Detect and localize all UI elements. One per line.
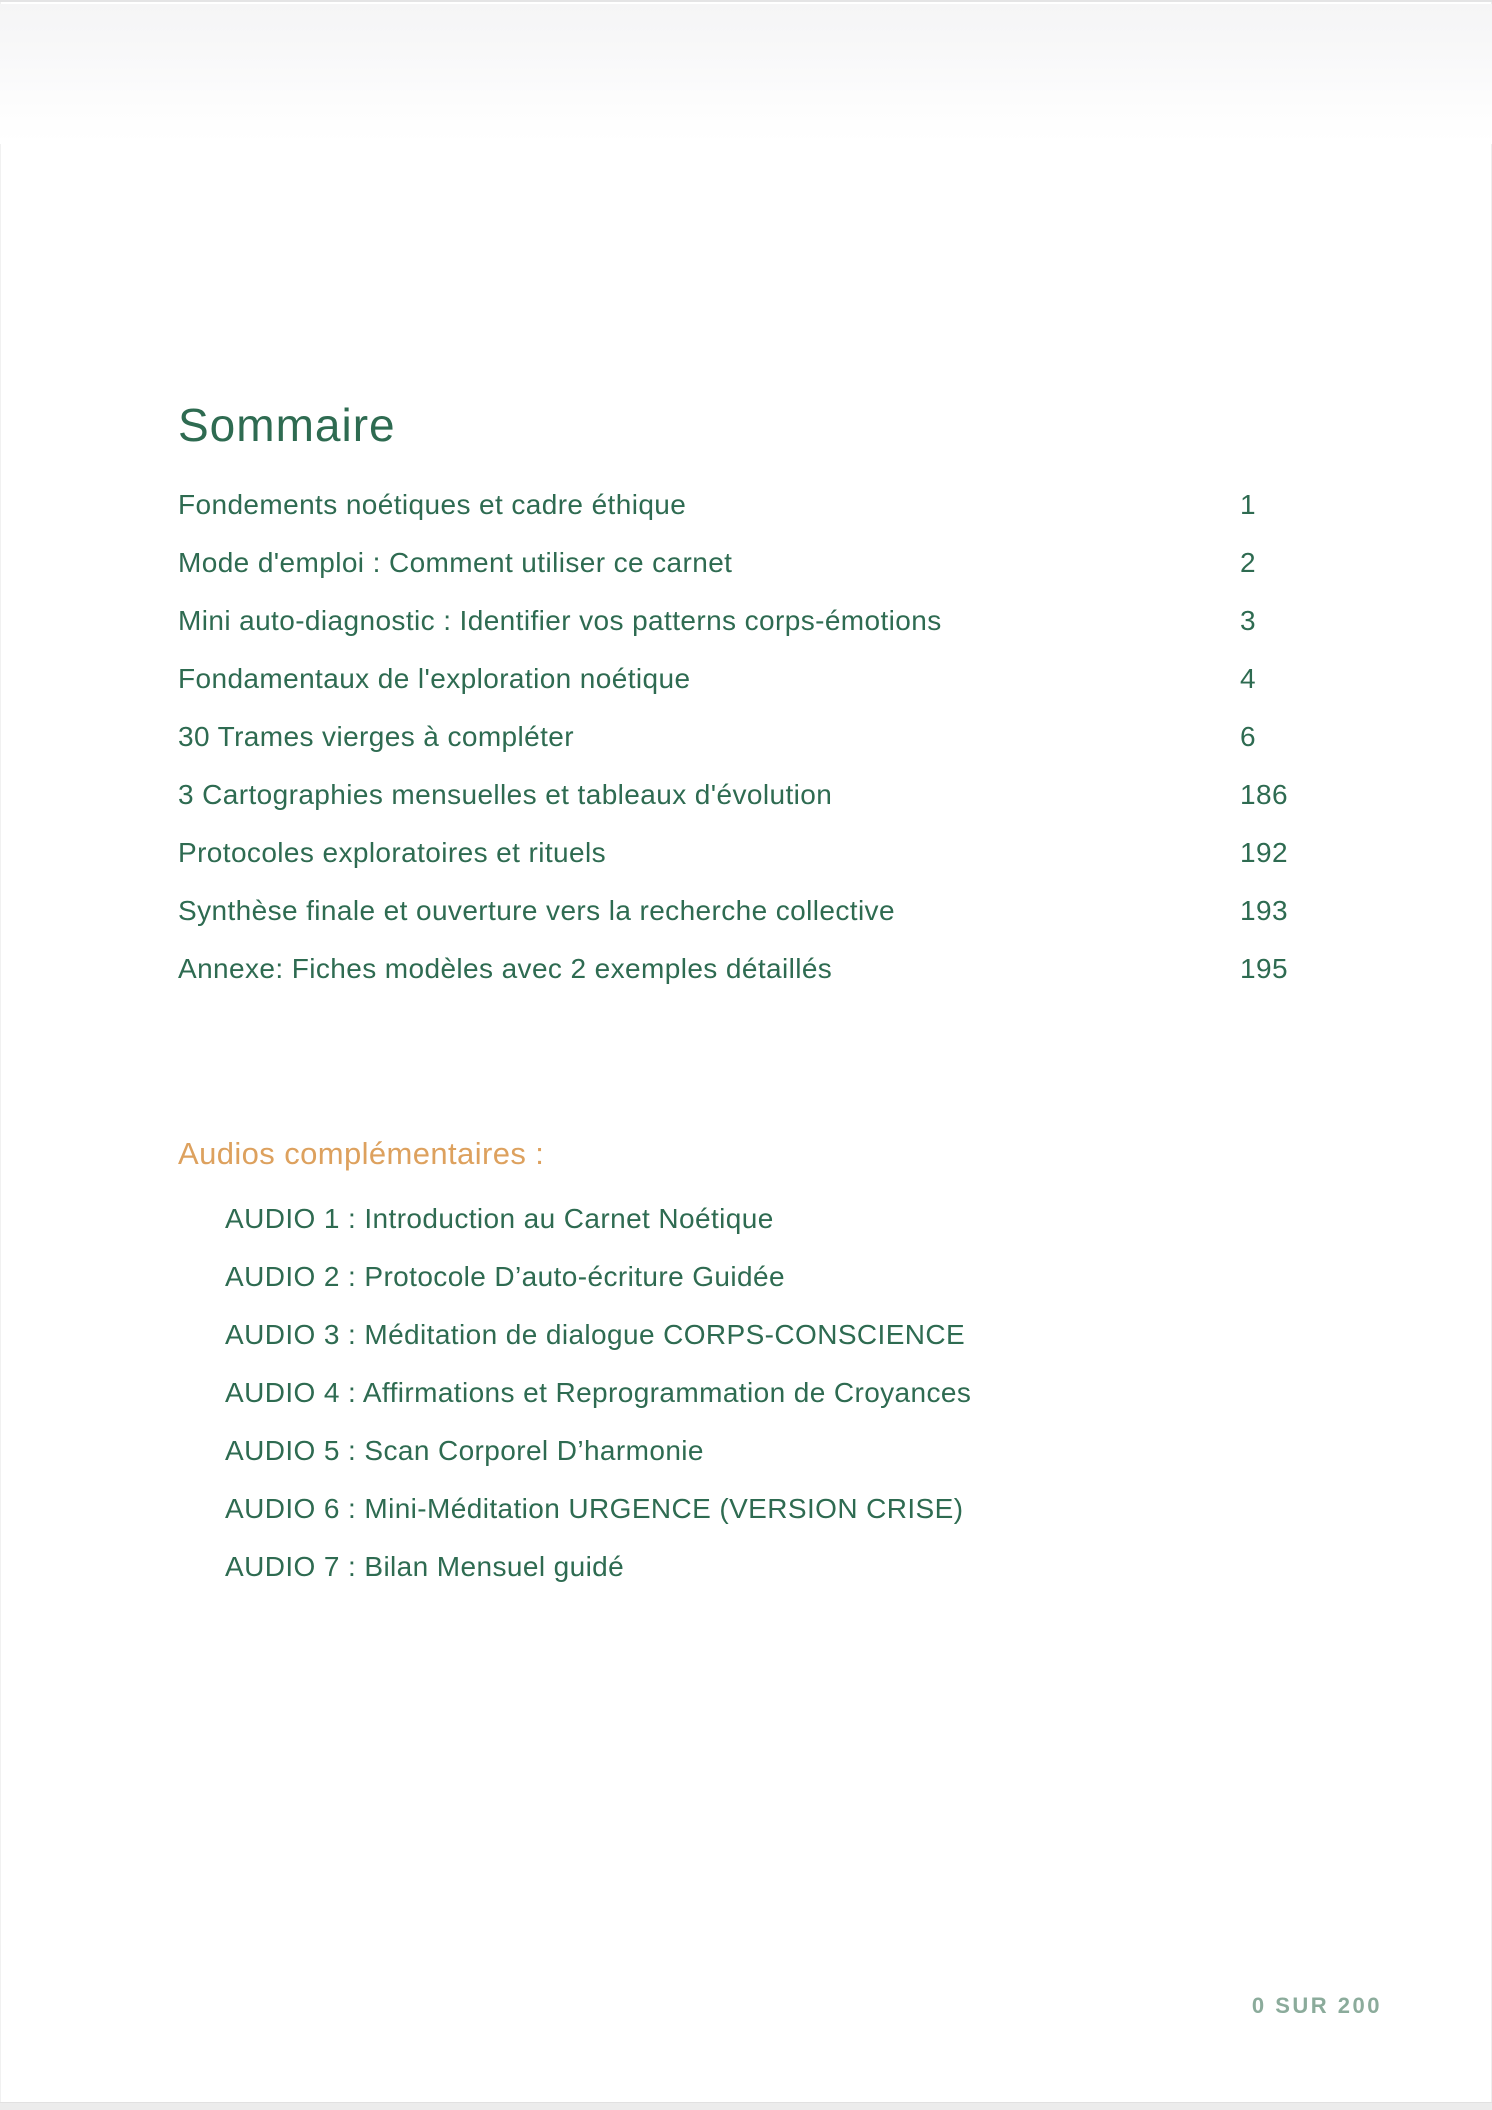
toc-entry-page-number: 192 <box>1240 837 1288 868</box>
toc-entry[interactable] <box>178 824 1358 882</box>
audio-list-item <box>225 1306 971 1364</box>
toc-entry-label: 3 Cartographies mensuelles et tableaux d'évolution <box>178 779 833 810</box>
toc-entry[interactable] <box>178 476 1358 534</box>
toc-entry-page-number: 6 <box>1240 721 1256 752</box>
audio-item-label: AUDIO 6 : Mini-Méditation URGENCE (VERSION CRISE) <box>225 1493 964 1524</box>
toc-entry-label: Annexe: Fiches modèles avec 2 exemples détaillés <box>178 953 833 984</box>
toc-list <box>178 476 1358 998</box>
audios-heading: Audios complémentaires : <box>178 1136 545 1171</box>
audio-item-label: AUDIO 1 : Introduction au Carnet Noétique <box>225 1203 774 1234</box>
toc-entry-page-number: 1 <box>1240 489 1256 520</box>
toc-entry-page-number: 193 <box>1240 895 1288 926</box>
toc-entry-page-number: 186 <box>1240 779 1288 810</box>
toc-entry-label: Fondements noétiques et cadre éthique <box>178 489 687 520</box>
page-title: Sommaire <box>178 399 396 451</box>
toc-entry[interactable] <box>178 534 1358 592</box>
toc-entry-page-number: 2 <box>1240 547 1256 578</box>
toc-entry-label: Protocoles exploratoires et rituels <box>178 837 606 868</box>
toc-entry[interactable] <box>178 592 1358 650</box>
toc-entry-label: Mode d'emploi : Comment utiliser ce carnet <box>178 547 733 578</box>
audio-list-item <box>225 1422 971 1480</box>
toc-entry-page-number: 4 <box>1240 663 1256 694</box>
toc-entry-label: Mini auto-diagnostic : Identifier vos patterns corps-émotions <box>178 605 942 636</box>
audio-list-item <box>225 1248 971 1306</box>
toc-entry-label: Fondamentaux de l'exploration noétique <box>178 663 691 694</box>
audio-list-item <box>225 1364 971 1422</box>
toc-entry-label: 30 Trames vierges à compléter <box>178 721 574 752</box>
audio-list-item <box>225 1190 971 1248</box>
toc-entry[interactable] <box>178 650 1358 708</box>
toc-entry[interactable] <box>178 882 1358 940</box>
audio-item-label: AUDIO 3 : Méditation de dialogue CORPS-CONSCIENCE <box>225 1319 966 1350</box>
toc-entry[interactable] <box>178 940 1358 998</box>
audio-item-label: AUDIO 5 : Scan Corporel D’harmonie <box>225 1435 704 1466</box>
audio-list-item <box>225 1480 971 1538</box>
audio-item-label: AUDIO 4 : Affirmations et Reprogrammation de Croyances <box>225 1377 972 1408</box>
toc-entry[interactable] <box>178 766 1358 824</box>
audio-item-label: AUDIO 2 : Protocole D’auto-écriture Guidée <box>225 1261 785 1292</box>
audio-list-item <box>225 1538 971 1596</box>
toc-entry[interactable] <box>178 708 1358 766</box>
page-top-texture <box>0 4 1492 144</box>
audio-list <box>225 1190 971 1596</box>
toc-entry-page-number: 195 <box>1240 953 1288 984</box>
audio-item-label: AUDIO 7 : Bilan Mensuel guidé <box>225 1551 625 1582</box>
page-counter: 0 SUR 200 <box>1251 1993 1382 2018</box>
page-bottom-edge <box>0 2102 1492 2110</box>
toc-entry-page-number: 3 <box>1240 605 1256 636</box>
toc-entry-label: Synthèse finale et ouverture vers la recherche collective <box>178 895 895 926</box>
